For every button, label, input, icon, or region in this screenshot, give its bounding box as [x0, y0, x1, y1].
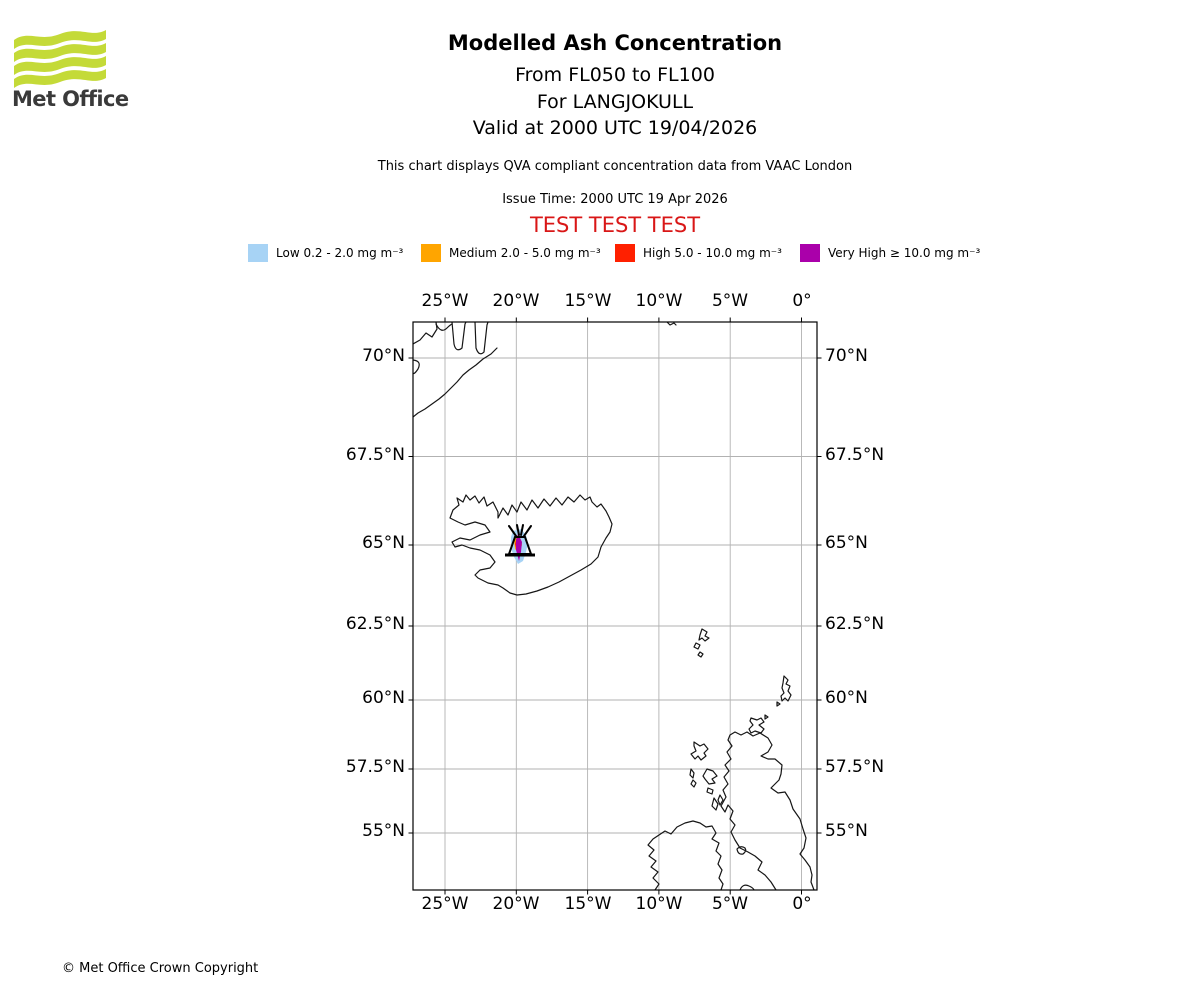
- map-frame: [413, 322, 817, 890]
- graticule-gridlines: [413, 322, 817, 890]
- lon-tick-top-5w: 5°W: [711, 291, 749, 311]
- lon-tick-top-15w: 15°W: [564, 291, 612, 311]
- lat-tick-left-65n: 65°N: [362, 533, 405, 553]
- copyright-notice: © Met Office Crown Copyright: [62, 961, 259, 976]
- lon-tick-top-25w: 25°W: [421, 291, 469, 311]
- lon-tick-top-10w: 10°W: [635, 291, 683, 311]
- coastline-great-britain: [721, 732, 814, 890]
- met-office-logo-text: Met Office: [12, 87, 129, 111]
- lon-tick-bottom-5w: 5°W: [711, 894, 749, 914]
- compliance-note: This chart displays QVA compliant concentration data from VAAC London: [377, 159, 853, 174]
- subtitle-valid-time: Valid at 2000 UTC 19/04/2026: [472, 117, 758, 139]
- coastline-north-wales: [740, 885, 755, 892]
- legend-swatch-low: [248, 244, 268, 262]
- lat-tick-right-55n: 55°N: [825, 821, 868, 841]
- lon-tick-top-0: 0°: [792, 291, 812, 311]
- lat-tick-left-62-5n: 62.5°N: [345, 614, 405, 634]
- map-area: [405, 314, 825, 902]
- legend-item-low: [248, 244, 408, 262]
- map-svg: [405, 314, 825, 898]
- coastline-greenland: [413, 322, 497, 417]
- legend-swatch-medium: [421, 244, 441, 262]
- lon-tick-bottom-10w: 10°W: [635, 894, 683, 914]
- coastline-shetland: [777, 676, 791, 706]
- legend-item-high: [615, 244, 790, 262]
- subtitle-flight-levels: From FL050 to FL100: [515, 64, 715, 86]
- lat-tick-right-57-5n: 57.5°N: [825, 757, 885, 777]
- axis-ticks: [409, 318, 822, 895]
- lat-tick-right-60n: 60°N: [825, 688, 868, 708]
- legend-label-medium: Medium 2.0 - 5.0 mg m⁻³: [449, 246, 601, 260]
- test-banner: TEST TEST TEST: [529, 213, 701, 237]
- lon-tick-top-20w: 20°W: [492, 291, 540, 311]
- lat-tick-left-55n: 55°N: [362, 821, 405, 841]
- legend-label-high: High 5.0 - 10.0 mg m⁻³: [643, 246, 782, 260]
- legend-label-low: Low 0.2 - 2.0 mg m⁻³: [276, 246, 404, 260]
- page-title: Modelled Ash Concentration: [447, 31, 783, 55]
- lat-tick-right-70n: 70°N: [825, 346, 868, 366]
- lat-tick-right-65n: 65°N: [825, 533, 868, 553]
- met-office-logo-waves-icon: [14, 28, 106, 88]
- legend-item-medium: [421, 244, 601, 262]
- subtitle-volcano: For LANGJOKULL: [536, 91, 694, 113]
- issue-time: Issue Time: 2000 UTC 19 Apr 2026: [502, 192, 728, 207]
- coastline-faroe-islands: [694, 629, 709, 657]
- lat-tick-left-70n: 70°N: [362, 346, 405, 366]
- coastline-orkney: [749, 715, 768, 733]
- lat-tick-right-62-5n: 62.5°N: [825, 614, 885, 634]
- lon-tick-bottom-25w: 25°W: [421, 894, 469, 914]
- lat-tick-left-67-5n: 67.5°N: [345, 445, 405, 465]
- legend-swatch-high: [615, 244, 635, 262]
- met-office-logo: [14, 28, 106, 92]
- legend-swatch-very-high: [800, 244, 820, 262]
- legend-label-very-high: Very High ≥ 10.0 mg m⁻³: [828, 246, 981, 260]
- lon-tick-bottom-20w: 20°W: [492, 894, 540, 914]
- lat-tick-left-60n: 60°N: [362, 688, 405, 708]
- lon-tick-bottom-15w: 15°W: [564, 894, 612, 914]
- lat-tick-right-67-5n: 67.5°N: [825, 445, 885, 465]
- lat-tick-left-57-5n: 57.5°N: [345, 757, 405, 777]
- coastline-hebrides: [690, 742, 723, 810]
- legend-item-very-high: [800, 244, 990, 262]
- lon-tick-bottom-0: 0°: [792, 894, 812, 914]
